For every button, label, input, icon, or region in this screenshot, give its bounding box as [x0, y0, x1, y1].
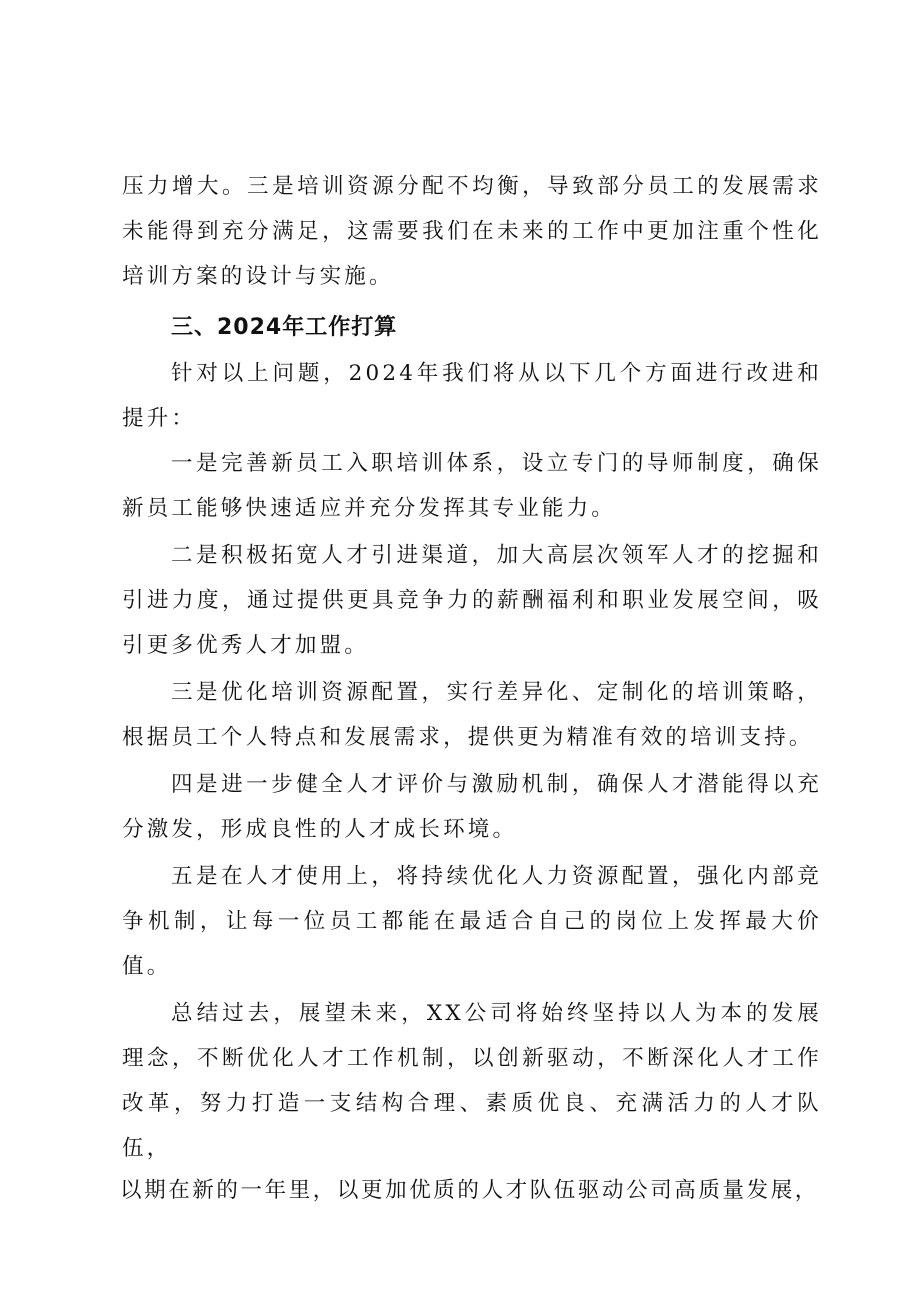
- paragraph-point-3: 三是优化培训资源配置，实行差异化、定制化的培训策略，根据员工个人特点和发展需求，提供更为精准有效的培训支持。: [122, 680, 822, 750]
- paragraph-point-5: 五是在人才使用上，将持续优化人力资源配置，强化内部竞争机制，让每一位员工都能在最适合自己的岗位上发挥最大价值。: [122, 864, 822, 979]
- paragraph-summary: 总结过去，展望未来，XX公司将始终坚持以人为本的发展理念，不断优化人才工作机制，以创新驱动，不断深化人才工作改革，努力打造一支结构合理、素质优良、充满活力的人才队伍，: [122, 1001, 822, 1161]
- paragraph-point-1: 一是完善新员工入职培训体系，设立专门的导师制度，确保新员工能够快速适应并充分发挥其专业能力。: [122, 451, 822, 521]
- paragraph-point-4: 四是进一步健全人才评价与激励机制，确保人才潜能得以充分激发，形成良性的人才成长环境。: [122, 772, 822, 842]
- document-body: [122, 164, 822, 1211]
- paragraph-continued: 压力增大。三是培训资源分配不均衡，导致部分员工的发展需求未能得到充分满足，这需要我们在未来的工作中更加注重个性化培训方案的设计与实施。: [122, 174, 822, 289]
- section-heading: 三、2024年工作打算: [171, 315, 398, 340]
- paragraph-intro: 针对以上问题，2024年我们将从以下几个方面进行改进和提升：: [122, 361, 822, 431]
- paragraph-final-line: 以期在新的一年里，以更加优质的人才队伍驱动公司高质量发展，: [120, 1178, 819, 1203]
- paragraph-point-2: 二是积极拓宽人才引进渠道，加大高层次领军人才的挖掘和引进力度，通过提供更具竞争力的薪酬福利和职业发展空间，吸引更多优秀人才加盟。: [122, 543, 822, 658]
